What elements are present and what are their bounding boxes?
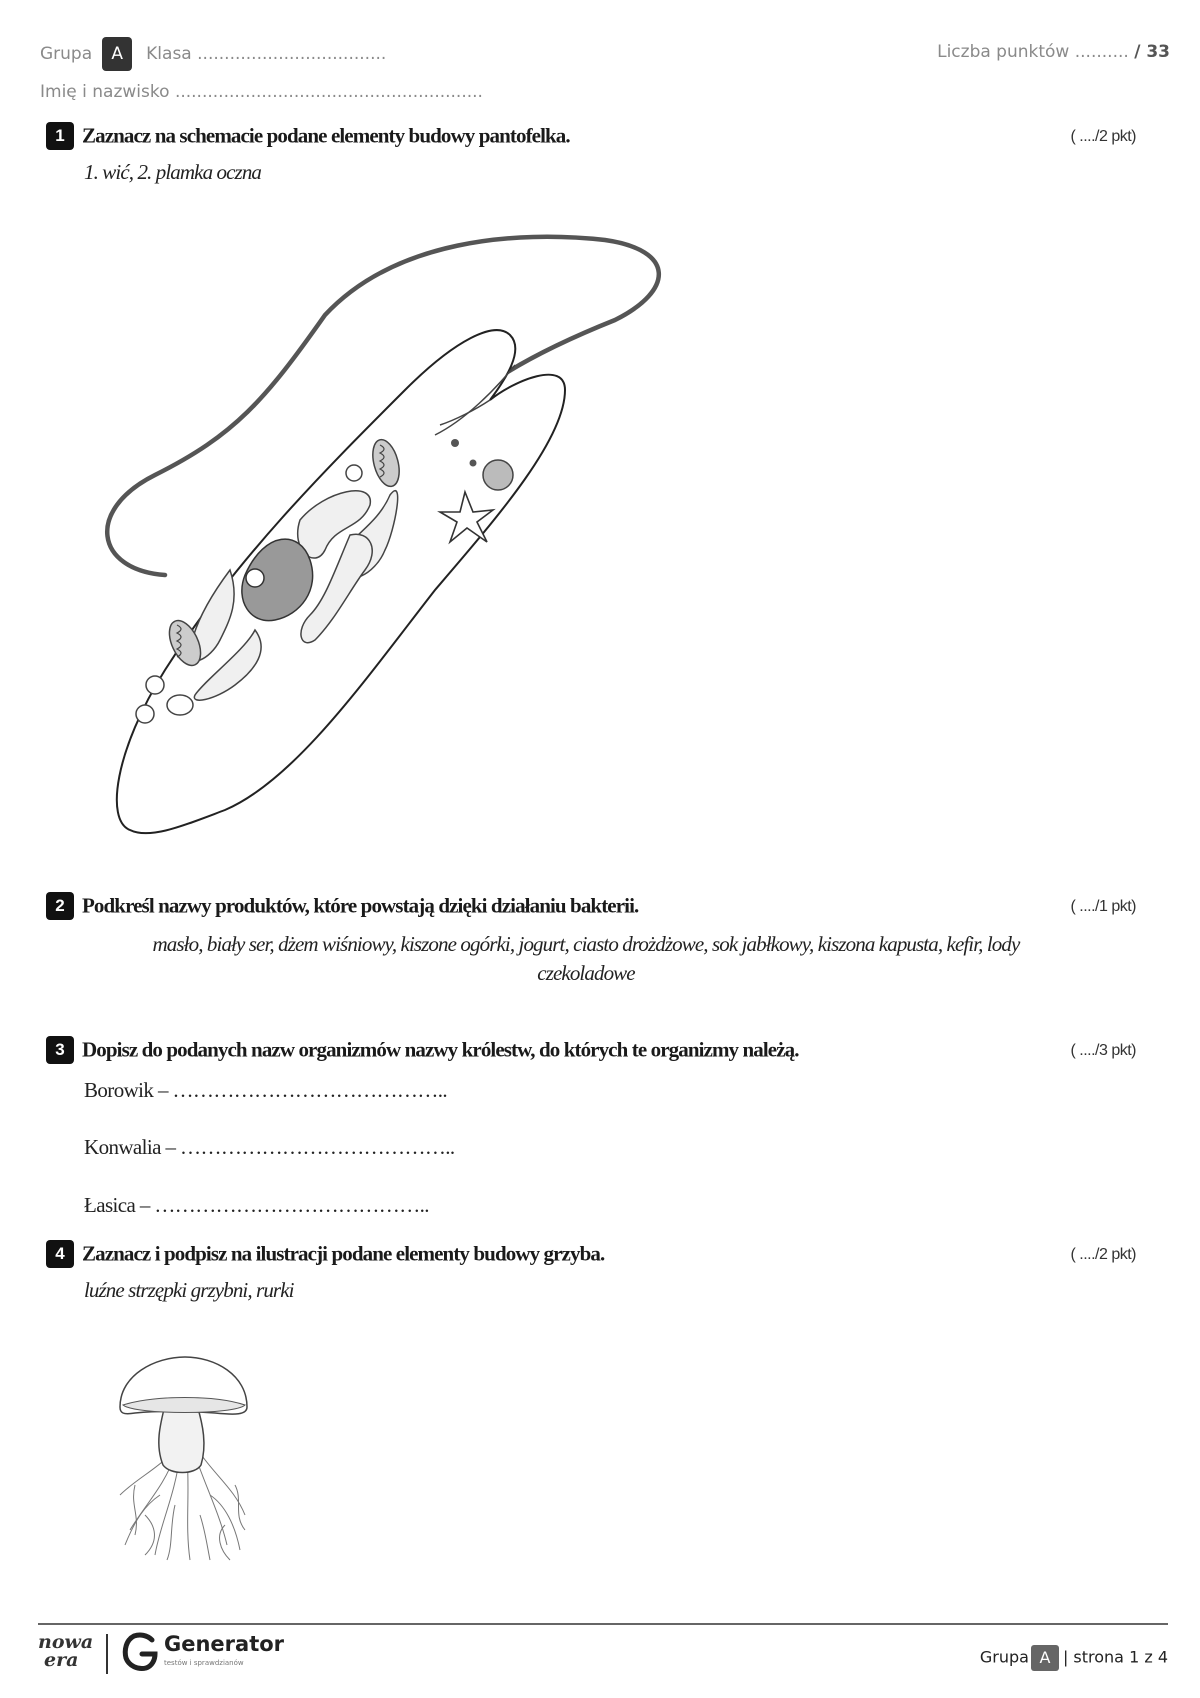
- product-list-line-2[interactable]: czekoladowe: [537, 961, 635, 985]
- task-points: ( ..../2 pkt): [1070, 128, 1136, 145]
- task-number: 2: [46, 892, 74, 920]
- product-list-line-1[interactable]: masło, biały ser, dżem wiśniowy, kiszone ogórki, jogurt, ciasto drożdżowe, sok jabłkowy, kiszona kapusta, kefir, lody: [152, 932, 1020, 956]
- generator-icon: [122, 1632, 158, 1672]
- name-field[interactable]: .........................................................: [174, 82, 483, 102]
- answer-line-konwalia[interactable]: [84, 1135, 455, 1160]
- footer-divider: [38, 1623, 1168, 1625]
- organism-name: Konwalia: [84, 1135, 161, 1159]
- footer-page-info: [980, 1645, 1168, 1671]
- footer-page-text: | strona 1 z 4: [1062, 1647, 1168, 1667]
- product-list[interactable]: [86, 930, 1086, 988]
- group-label: Grupa: [40, 44, 93, 64]
- logo-top: nowa: [38, 1631, 94, 1653]
- answer-field[interactable]: – …………………………………..: [165, 1135, 455, 1159]
- answer-line-lasica[interactable]: [84, 1193, 429, 1218]
- task-4: [46, 1240, 1136, 1303]
- task-number: 3: [46, 1036, 74, 1064]
- name-row: [40, 82, 483, 102]
- points-field[interactable]: ..........: [1074, 42, 1129, 62]
- task-points: ( ..../2 pkt): [1070, 1246, 1136, 1263]
- vacuole-ellipse: [483, 460, 513, 490]
- answer-field[interactable]: – …………………………………..: [139, 1193, 429, 1217]
- mushroom-illustration[interactable]: [115, 1355, 255, 1565]
- header-group-row: [40, 37, 386, 71]
- points-summary: [937, 42, 1170, 62]
- task-title: Podkreśl nazwy produktów, które powstają dzięki działaniu bakterii.: [82, 893, 639, 918]
- task-1: [46, 122, 1136, 185]
- footer-group-label: Grupa: [979, 1647, 1029, 1667]
- footer-group-badge: A: [1031, 1645, 1059, 1671]
- logo-bottom: era: [44, 1649, 79, 1671]
- brand-name: Generator: [164, 1632, 285, 1656]
- task-points: ( ..../3 pkt): [1070, 1042, 1136, 1059]
- task-subtitle: 1. wić, 2. plamka oczna: [84, 160, 262, 184]
- task-2: [46, 892, 1136, 988]
- mushroom-stem: [159, 1405, 204, 1473]
- logo-separator: [106, 1634, 108, 1674]
- group-badge: A: [102, 37, 132, 71]
- task-number: 1: [46, 122, 74, 150]
- organism-name: Borowik: [84, 1078, 154, 1102]
- name-label: Imię i nazwisko: [40, 82, 170, 102]
- paramecium-diagram[interactable]: [95, 230, 675, 840]
- eyespot-dot: [451, 439, 459, 447]
- task-subtitle: luźne strzępki grzybni, rurki: [84, 1278, 294, 1302]
- task-title: Zaznacz na schemacie podane elementy budowy pantofelka.: [82, 123, 570, 148]
- task-title: Dopisz do podanych nazw organizmów nazwy królestw, do których te organizmy należą.: [82, 1037, 799, 1062]
- answer-line-borowik[interactable]: [84, 1078, 447, 1103]
- organism-name: Łasica: [84, 1193, 136, 1217]
- nowa-era-logo: [38, 1633, 98, 1669]
- task-title: Zaznacz i podpisz na ilustracji podane elementy budowy grzyba.: [82, 1241, 605, 1266]
- answer-field[interactable]: – …………………………………..: [157, 1078, 448, 1102]
- class-field[interactable]: ...................................: [197, 44, 387, 64]
- task-number: 4: [46, 1240, 74, 1268]
- class-label: Klasa: [146, 44, 192, 64]
- micronucleus: [246, 569, 264, 587]
- task-3: [46, 1036, 1136, 1064]
- points-total: / 33: [1134, 42, 1170, 62]
- points-label: Liczba punktów: [937, 42, 1070, 62]
- task-points: ( ..../1 pkt): [1070, 898, 1136, 915]
- brand-tagline: testów i sprawdzianów: [164, 1659, 244, 1667]
